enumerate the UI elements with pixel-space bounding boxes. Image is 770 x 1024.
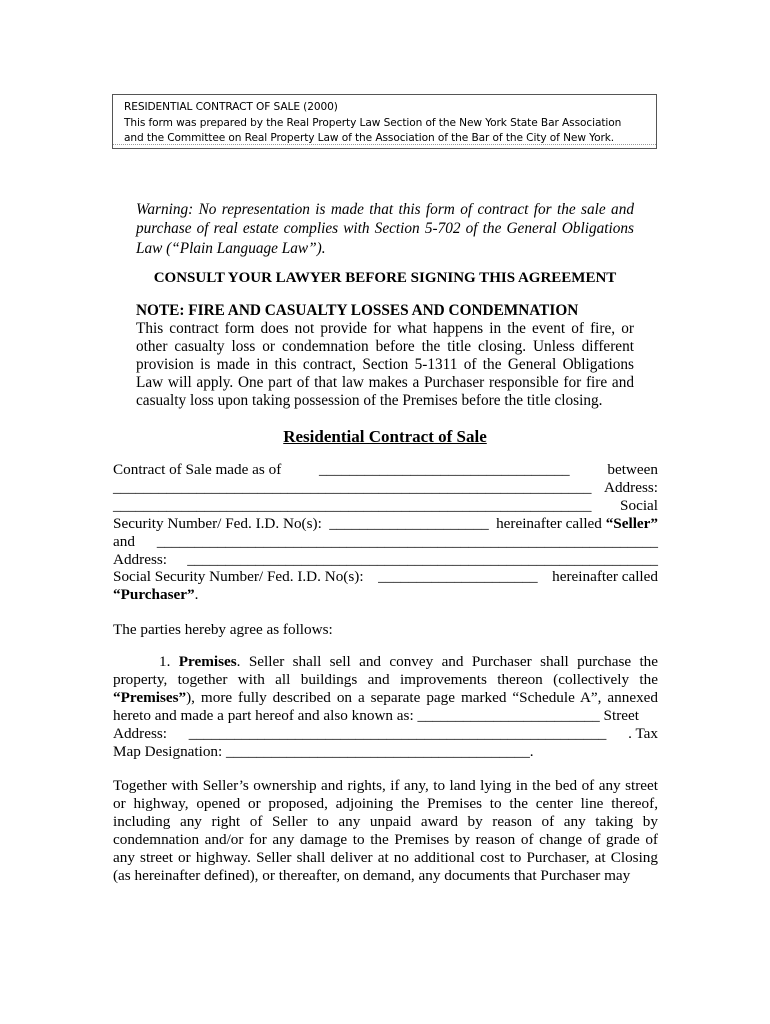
consult-lawyer-notice: CONSULT YOUR LAWYER BEFORE SIGNING THIS AGREEMENT (153, 270, 617, 286)
contract-date-blank: _________________________________ (319, 461, 570, 478)
purchaser-name-blank: __________________________________________________________________ (156, 532, 658, 550)
address-blank: _______________________________________________________ (188, 724, 607, 742)
map-designation-blank: ________________________________________ (226, 742, 530, 760)
form-source-line: This form was prepared by the Real Property Law Section of the New York State Bar Association (124, 116, 622, 129)
agree-intro: The parties hereby agree as follows: (113, 621, 333, 638)
fire-casualty-note (136, 302, 634, 410)
street-address-blank: ________________________ (417, 706, 600, 724)
premises-text: . Seller shall sell and convey and Purchaser shall purchase the property, together with all buildings and improvements thereon (collectively the (113, 653, 658, 688)
premises-paragraph (113, 653, 658, 725)
form-source-line: and the Committee on Real Property Law of the Association of the Bar of the City of New York. (124, 132, 615, 144)
parties-line (113, 551, 658, 569)
purchaser-address-label: Address: (113, 550, 167, 568)
premises-line (113, 743, 658, 761)
premises-line (113, 725, 658, 743)
plain-language-warning: Warning: No representation is made that this form of contract for the sale and purchase of real estate complies with Section 5-702 of the General Obligations Law (“Plain Language Law”). (136, 201, 634, 257)
box-divider (113, 144, 656, 148)
premises-term: “Premises” (113, 688, 187, 706)
section-heading: Premises (178, 653, 237, 670)
note-body: This contract form does not provide for what happens in the event of fire, or other casualty loss or condemnation before the title closing. Unless different provision is made in this contract, Section 5-1311 of the General Obligations Law will apply. One part of that law makes a Purchaser responsible for fire and casualty loss upon taking possession of the Premises before the title closing. (136, 320, 634, 409)
together-paragraph: Together with Seller’s ownership and rights, if any, to land lying in the bed of any street or highway, opened or proposed, adjoining the Premises to the center line thereof, including any right of Seller to any unpaid award by reason of any taking by condemnation and/or for any damage to the Premises by reason of change of grade of any street or highway. Seller shall deliver at no additional cost to Purchaser, at Closing (as hereinafter defined), or thereafter, on demand, any documents that Purchaser may (113, 777, 658, 884)
map-designation-label: Map Designation: (113, 742, 223, 760)
social-label: Social (620, 496, 658, 514)
and-label: and (113, 532, 135, 550)
parties-line (113, 497, 658, 515)
contract-date-label: Contract of Sale made as of (113, 461, 282, 478)
sentence-end: . (194, 586, 199, 604)
premises-section (113, 653, 658, 760)
seller-name-blank: _______________________________________________________________ (113, 478, 592, 496)
parties-line (113, 568, 658, 586)
purchaser-term: “Purchaser” (113, 586, 195, 604)
seller-ssn-blank: _____________________ (329, 514, 489, 532)
purchaser-ssn-label: Social Security Number/ Fed. I.D. No(s): (113, 568, 364, 586)
parties-line (113, 515, 658, 533)
hereinafter-called-label: hereinafter called (496, 514, 602, 532)
form-source-box (112, 94, 657, 149)
note-title: NOTE: FIRE AND CASUALTY LOSSES AND CONDEMNATION (136, 302, 579, 319)
street-label: Street (603, 706, 639, 724)
parties-line (113, 479, 658, 497)
premises-text: ), more fully described on a separate page marked “Schedule A”, annexed hereto and made a part hereof and also known as: (113, 688, 658, 724)
parties-section (113, 461, 658, 604)
seller-term: “Seller” (605, 514, 658, 532)
parties-line (113, 461, 658, 479)
purchaser-ssn-blank: _____________________ (378, 568, 538, 586)
seller-address-label: Address: (604, 478, 658, 496)
seller-ssn-label: Security Number/ Fed. I.D. No(s): (113, 514, 322, 532)
contract-title: Residential Contract of Sale (283, 427, 487, 446)
hereinafter-called-label: hereinafter called (552, 568, 658, 586)
tax-label: . Tax (628, 724, 658, 742)
purchaser-address-blank: ______________________________________________________________ (187, 550, 658, 568)
form-source-title: RESIDENTIAL CONTRACT OF SALE (2000) (124, 101, 338, 113)
seller-address-blank: _______________________________________________________________ (113, 496, 592, 514)
address-label: Address: (113, 724, 167, 742)
parties-line (113, 533, 658, 551)
section-number: 1. (159, 653, 171, 670)
seller-designation (496, 515, 658, 533)
between-label: between (607, 461, 658, 478)
sentence-end: . (529, 742, 534, 760)
parties-line (113, 586, 658, 604)
